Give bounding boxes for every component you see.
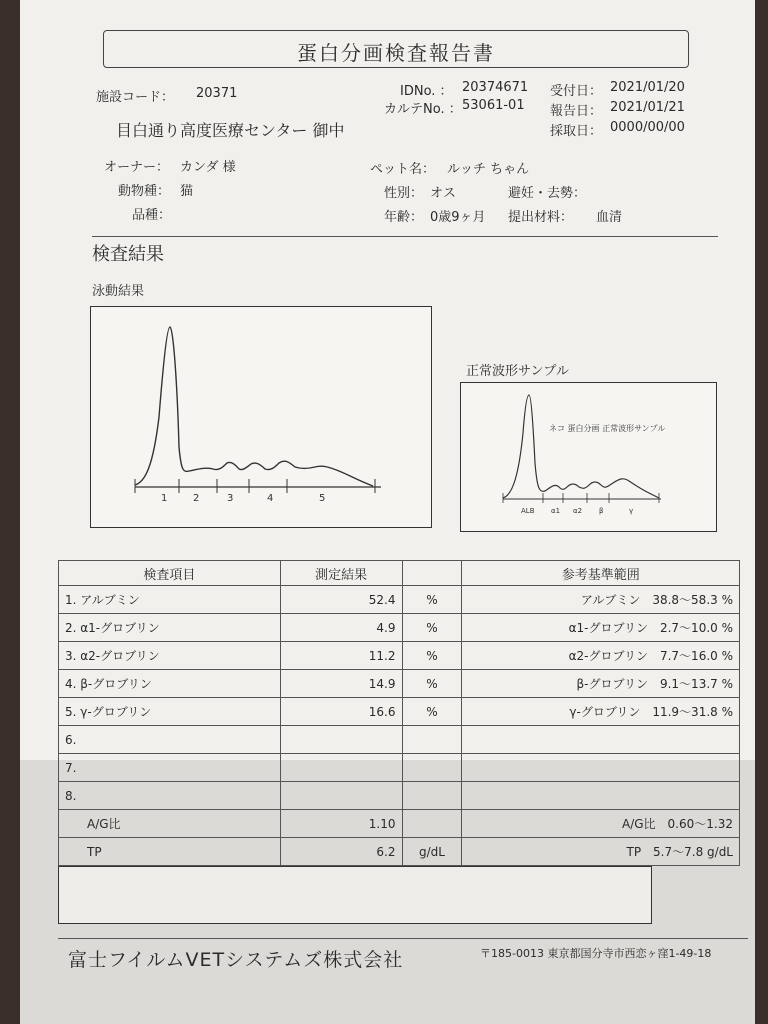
table-row <box>59 698 740 726</box>
protein-fraction-curve <box>135 327 373 486</box>
reported-label: 報告日： <box>550 104 603 119</box>
row-reference: A/G比 0.60～1.32 <box>462 810 740 838</box>
row-reference: β-グロブリン 9.1～13.7 % <box>462 670 740 698</box>
sample-fraction-curve <box>503 395 659 498</box>
sample-axis-g: γ <box>629 507 634 515</box>
normal-sample-label: 正常波形サンプル <box>466 364 569 379</box>
section-divider <box>92 236 718 237</box>
header-unit <box>402 561 462 586</box>
row-reference: アルブミン 38.8～58.3 % <box>462 586 740 614</box>
sex: オス <box>430 186 456 201</box>
comment-box <box>58 866 652 924</box>
axis-label-2: 2 <box>193 493 200 504</box>
breed-label: 品種： <box>132 208 172 223</box>
row-reference: α1-グロブリン 2.7～10.0 % <box>462 614 740 642</box>
company-address: 〒185-0013 東京都国分寺市西恋ヶ窪1-49-18 <box>480 947 712 960</box>
electrophoresis-box <box>90 306 432 528</box>
id-no: 20374671 <box>462 80 529 95</box>
row-item: 5. γ-グロブリン <box>59 698 281 726</box>
row-value <box>280 782 402 810</box>
material: 血清 <box>596 210 623 225</box>
sex-label: 性別： <box>384 186 424 201</box>
row-reference <box>462 754 740 782</box>
table-row <box>59 586 740 614</box>
row-item: 7. <box>59 754 281 782</box>
axis-label-4: 4 <box>267 493 274 504</box>
header-item: 検査項目 <box>59 561 281 586</box>
row-value <box>280 726 402 754</box>
collected-label: 採取日： <box>550 124 603 139</box>
row-reference: TP 5.7～7.8 g/dL <box>462 838 740 866</box>
row-item: 1. アルブミン <box>59 586 281 614</box>
row-unit: % <box>402 670 462 698</box>
row-unit <box>402 782 462 810</box>
table-row <box>59 838 740 866</box>
row-value: 6.2 <box>280 838 402 866</box>
row-reference <box>462 782 740 810</box>
table-row <box>59 670 740 698</box>
row-value: 11.2 <box>280 642 402 670</box>
row-value: 52.4 <box>280 586 402 614</box>
row-unit: % <box>402 698 462 726</box>
row-value: 16.6 <box>280 698 402 726</box>
row-value <box>280 754 402 782</box>
row-unit: g/dL <box>402 838 462 866</box>
facility-code: 20371 <box>196 86 238 101</box>
sample-axis-a2: α2 <box>573 507 583 515</box>
pet-name: ルッチ ちゃん <box>447 162 530 177</box>
age-label: 年齢： <box>384 210 424 225</box>
owner-label: オーナー： <box>104 160 170 175</box>
row-item: TP <box>59 838 281 866</box>
karte-label: カルテNo. ： <box>384 102 462 117</box>
material-label: 提出材料： <box>508 210 574 225</box>
species: 猫 <box>180 184 194 199</box>
row-unit <box>402 754 462 782</box>
sample-inner-title: ネコ 蛋白分画 正常波形サンプル <box>549 424 666 433</box>
row-unit <box>402 810 462 838</box>
sample-axis-a1: α1 <box>551 507 561 515</box>
footer-divider <box>58 938 748 939</box>
row-item: 2. α1-グロブリン <box>59 614 281 642</box>
species-label: 動物種： <box>118 184 171 199</box>
karte-no: 53061-01 <box>462 98 525 113</box>
header-result: 測定結果 <box>280 561 402 586</box>
table-row <box>59 810 740 838</box>
row-unit: % <box>402 586 462 614</box>
header-reference: 参考基準範囲 <box>462 561 740 586</box>
sample-axis-b: β <box>599 507 604 515</box>
axis-label-5: 5 <box>319 493 326 504</box>
table-row <box>59 614 740 642</box>
row-reference: γ-グロブリン 11.9～31.8 % <box>462 698 740 726</box>
results-table <box>58 560 740 866</box>
row-reference: α2-グロブリン 7.7～16.0 % <box>462 642 740 670</box>
row-value: 4.9 <box>280 614 402 642</box>
row-item: A/G比 <box>59 810 281 838</box>
normal-sample-box <box>460 382 717 532</box>
axis-label-3: 3 <box>227 493 234 504</box>
row-item: 3. α2-グロブリン <box>59 642 281 670</box>
company-name: 富士フイルムVETシステムズ株式会社 <box>68 949 404 971</box>
electrophoresis-curve <box>91 307 431 527</box>
title-box <box>103 30 689 68</box>
owner: カンダ 様 <box>180 160 236 175</box>
received-date: 2021/01/20 <box>610 80 685 95</box>
table-row <box>59 726 740 754</box>
sample-axis-alb: ALB <box>521 507 535 515</box>
results-title: 検査結果 <box>92 244 164 265</box>
collected-date: 0000/00/00 <box>610 120 685 135</box>
table-row <box>59 782 740 810</box>
row-item: 4. β-グロブリン <box>59 670 281 698</box>
row-unit: % <box>402 642 462 670</box>
facility-code-label: 施設コード： <box>96 90 175 105</box>
table-row <box>59 754 740 782</box>
reported-date: 2021/01/21 <box>610 100 685 115</box>
normal-sample-curve <box>461 383 716 531</box>
electrophoresis-label: 泳動結果 <box>92 284 145 299</box>
row-reference <box>462 726 740 754</box>
pet-label: ペット名： <box>370 162 436 177</box>
row-value: 1.10 <box>280 810 402 838</box>
received-label: 受付日： <box>550 84 603 99</box>
facility-name: 目白通り高度医療センター 御中 <box>116 121 345 140</box>
row-unit <box>402 726 462 754</box>
age: 0歳9ヶ月 <box>430 210 486 225</box>
id-label: IDNo. ： <box>400 84 453 99</box>
row-unit: % <box>402 614 462 642</box>
report-title: 蛋白分画検査報告書 <box>297 41 495 65</box>
row-item: 8. <box>59 782 281 810</box>
table-header <box>59 561 740 586</box>
table-row <box>59 642 740 670</box>
neuter-label: 避妊・去勢： <box>508 186 587 201</box>
row-value: 14.9 <box>280 670 402 698</box>
row-item: 6. <box>59 726 281 754</box>
axis-label-1: 1 <box>161 493 168 504</box>
